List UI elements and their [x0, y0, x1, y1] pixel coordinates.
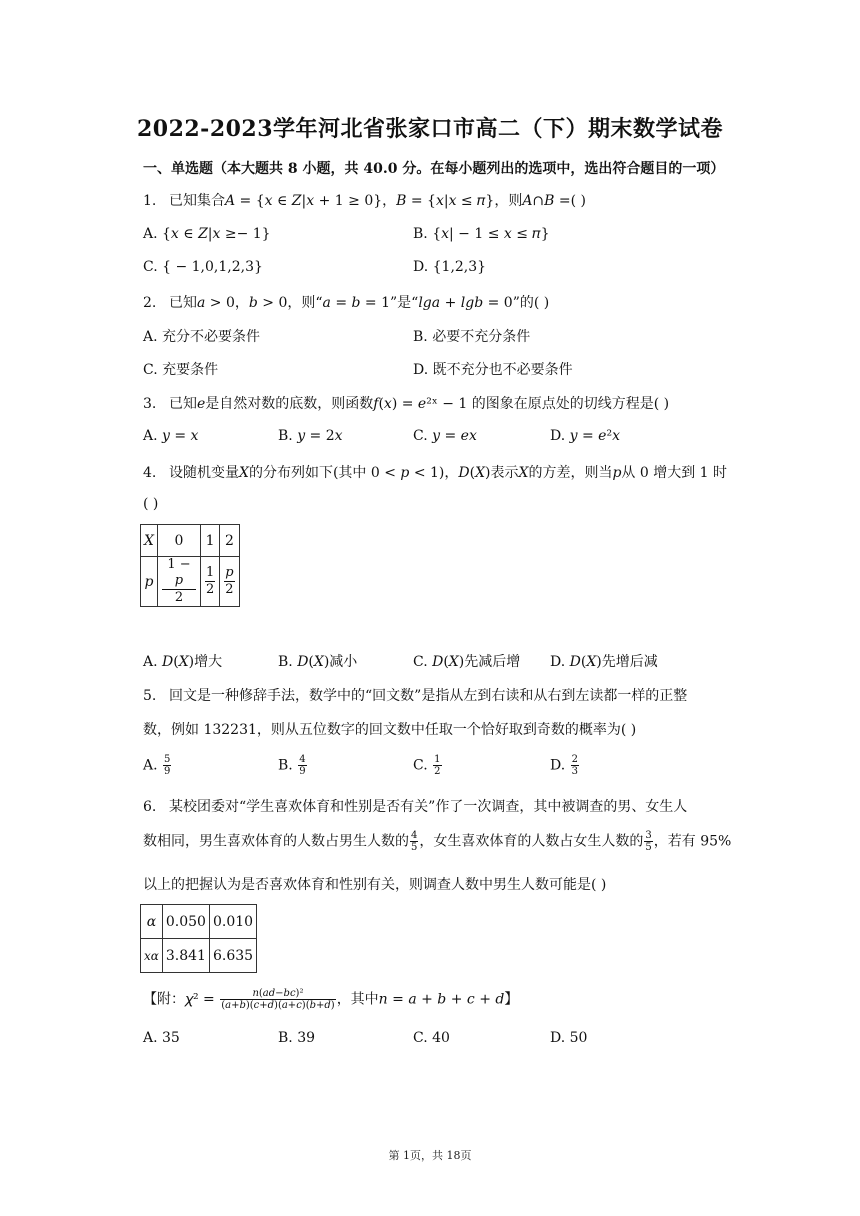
- q6-option-a: A. 35: [143, 1030, 180, 1046]
- table-cell: [157, 557, 200, 607]
- table-cell: 2: [220, 525, 239, 557]
- question-4-stem: [143, 462, 727, 482]
- q1-option-b: B. {𝑥| − 1 ≤ 𝑥 ≤ 𝜋}: [413, 226, 550, 242]
- q3-option-b: B. 𝑦 = 2𝑥: [278, 428, 343, 444]
- q6-option-c: C. 40: [413, 1030, 450, 1046]
- table-row: [141, 525, 240, 557]
- table-cell: 6.635: [209, 939, 256, 973]
- q2-option-b: B. 必要不充分条件: [413, 329, 531, 345]
- fraction: $\frac{\text{1 − 𝑝}}{2}$: [162, 557, 196, 606]
- table-cell: 𝑥𝛼: [141, 939, 163, 973]
- question-number: 1.: [143, 193, 157, 209]
- question-6-stem: [143, 796, 687, 816]
- q5-option-d: D. $\frac{2}{3}$: [550, 754, 579, 777]
- q5-option-c: C. $\frac{1}{2}$: [413, 754, 441, 777]
- table-cell: 0.050: [162, 905, 209, 939]
- q1-option-a: A. {𝑥 ∈ 𝑍|𝑥 ≥− 1}: [143, 226, 271, 242]
- q4-option-a: A. 𝐷(𝑋)增大: [143, 654, 223, 670]
- table-cell: 𝑋: [141, 525, 158, 557]
- q4-option-d: D. 𝐷(𝑋)先增后减: [550, 654, 658, 670]
- table-cell: 1: [200, 525, 219, 557]
- question-text: 某校团委对“学生喜欢体育和性别是否有关”作了一次调查，其中被调查的男、女生人: [169, 799, 688, 815]
- table-row: [141, 905, 257, 939]
- question-3-stem: [143, 393, 669, 413]
- table-cell: 𝑝: [141, 557, 158, 607]
- question-number: 6.: [143, 799, 157, 815]
- question-number: 4.: [143, 465, 157, 481]
- q5-option-a: A. $\frac{5}{9}$: [143, 754, 171, 777]
- page-title: 2022-2023学年河北省张家口市高二（下）期末数学试卷: [136, 116, 724, 142]
- q6-option-b: B. 39: [278, 1030, 316, 1046]
- appendix-formula: 【附：𝜒² = $\frac{\text{𝑛(𝑎𝑑−𝑏𝑐)²}}{\text{(𝑎+𝑏)(𝑐+𝑑)(𝑎+𝑐)(𝑏+𝑑)}}$ ，其中𝑛 = 𝑎 + 𝑏 + 𝑐 + 𝑑】: [143, 988, 519, 1011]
- critical-value-table: [140, 904, 257, 973]
- table-cell: 𝛼: [141, 905, 163, 939]
- question-4-stem-cont: ( ): [143, 496, 159, 512]
- table-cell: 0.010: [209, 905, 256, 939]
- q1-option-c: C. { − 1,0,1,2,3}: [143, 259, 263, 275]
- fraction: $\frac{\text{𝑛(𝑎𝑑−𝑏𝑐)²}}{\text{(𝑎+𝑏)(𝑐+𝑑)(𝑎+𝑐)(𝑏+𝑑)}}$: [221, 988, 335, 1011]
- q4-option-c: C. 𝐷(𝑋)先减后增: [413, 654, 521, 670]
- question-5-stem-cont: 数，例如 132231，则从五位数字的回文数中任取一个恰好取到奇数的概率为( ): [143, 722, 637, 738]
- table-cell: 3.841: [162, 939, 209, 973]
- question-1-stem: [143, 190, 586, 210]
- table-cell: 0: [157, 525, 200, 557]
- question-6-stem-cont-2: 以上的把握认为是否喜欢体育和性别有关，则调查人数中男生人数可能是( ): [143, 877, 607, 893]
- fraction: $\frac{1}{2}$: [434, 754, 441, 777]
- question-number: 3.: [143, 396, 157, 412]
- q2-option-a: A. 充分不必要条件: [143, 329, 261, 345]
- table-cell: [220, 557, 239, 607]
- distribution-table: [140, 524, 240, 607]
- q3-option-d: D. 𝑦 = 𝑒²𝑥: [550, 428, 620, 444]
- q6-option-d: D. 50: [550, 1030, 588, 1046]
- table-row: [141, 939, 257, 973]
- page-footer: 第 1页，共 18页: [388, 1149, 472, 1162]
- question-5-stem: [143, 685, 687, 705]
- fraction: $\frac{\text{𝑝}}{2}$: [225, 565, 234, 597]
- question-number: 2.: [143, 295, 157, 311]
- table-cell: [200, 557, 219, 607]
- question-6-stem-cont: 数相同，男生喜欢体育的人数占男生人数的 $\frac{4}{5}$ ，女生喜欢体育的人数占女生人数的 $\frac{3}{5}$ ，若有 95%: [143, 830, 732, 853]
- fraction: $\frac{1}{2}$: [205, 565, 215, 597]
- question-2-stem: [143, 292, 549, 312]
- q2-option-c: C. 充要条件: [143, 362, 219, 378]
- question-text: 已知𝑎 > 0，𝑏 > 0，则“𝑎 = 𝑏 = 1”是“𝑙𝑔𝑎 + 𝑙𝑔𝑏 = 0”的( ): [169, 295, 550, 311]
- q2-option-d: D. 既不充分也不必要条件: [413, 362, 573, 378]
- q4-option-b: B. 𝐷(𝑋)减小: [278, 654, 358, 670]
- fraction: $\frac{5}{9}$: [164, 754, 171, 777]
- question-text: 已知𝑒是自然对数的底数，则函数𝑓(𝑥) = 𝑒²ˣ − 1 的图象在原点处的切线方程是( ): [169, 396, 670, 412]
- fraction: $\frac{3}{5}$: [645, 830, 652, 853]
- fraction: $\frac{2}{3}$: [571, 754, 579, 777]
- question-number: 5.: [143, 688, 157, 704]
- q3-option-c: C. 𝑦 = 𝑒𝑥: [413, 428, 477, 444]
- q5-option-b: B. $\frac{4}{9}$: [278, 754, 306, 777]
- q3-option-a: A. 𝑦 = 𝑥: [143, 428, 199, 444]
- q1-option-d: D. {1,2,3}: [413, 259, 487, 275]
- table-row: [141, 557, 240, 607]
- fraction: $\frac{4}{9}$: [299, 754, 306, 777]
- question-text: 回文是一种修辞手法，数学中的“回文数”是指从左到右读和从右到左读都一样的正整: [169, 688, 688, 704]
- question-text: 已知集合𝐴 = {𝑥 ∈ 𝑍|𝑥 + 1 ≥ 0}，𝐵 = {𝑥|𝑥 ≤ 𝜋}，则𝐴∩𝐵 =( ): [169, 193, 587, 209]
- section-heading: 一、单选题（本大题共 8 小题，共 40.0 分。在每小题列出的选项中，选出符合题目的一项）: [143, 161, 725, 177]
- question-text: 设随机变量𝑋的分布列如下(其中 0 < 𝑝 < 1)，𝐷(𝑋)表示𝑋的方差，则当𝑝从 0 增大到 1 时: [169, 465, 728, 481]
- fraction: $\frac{4}{5}$: [411, 830, 418, 853]
